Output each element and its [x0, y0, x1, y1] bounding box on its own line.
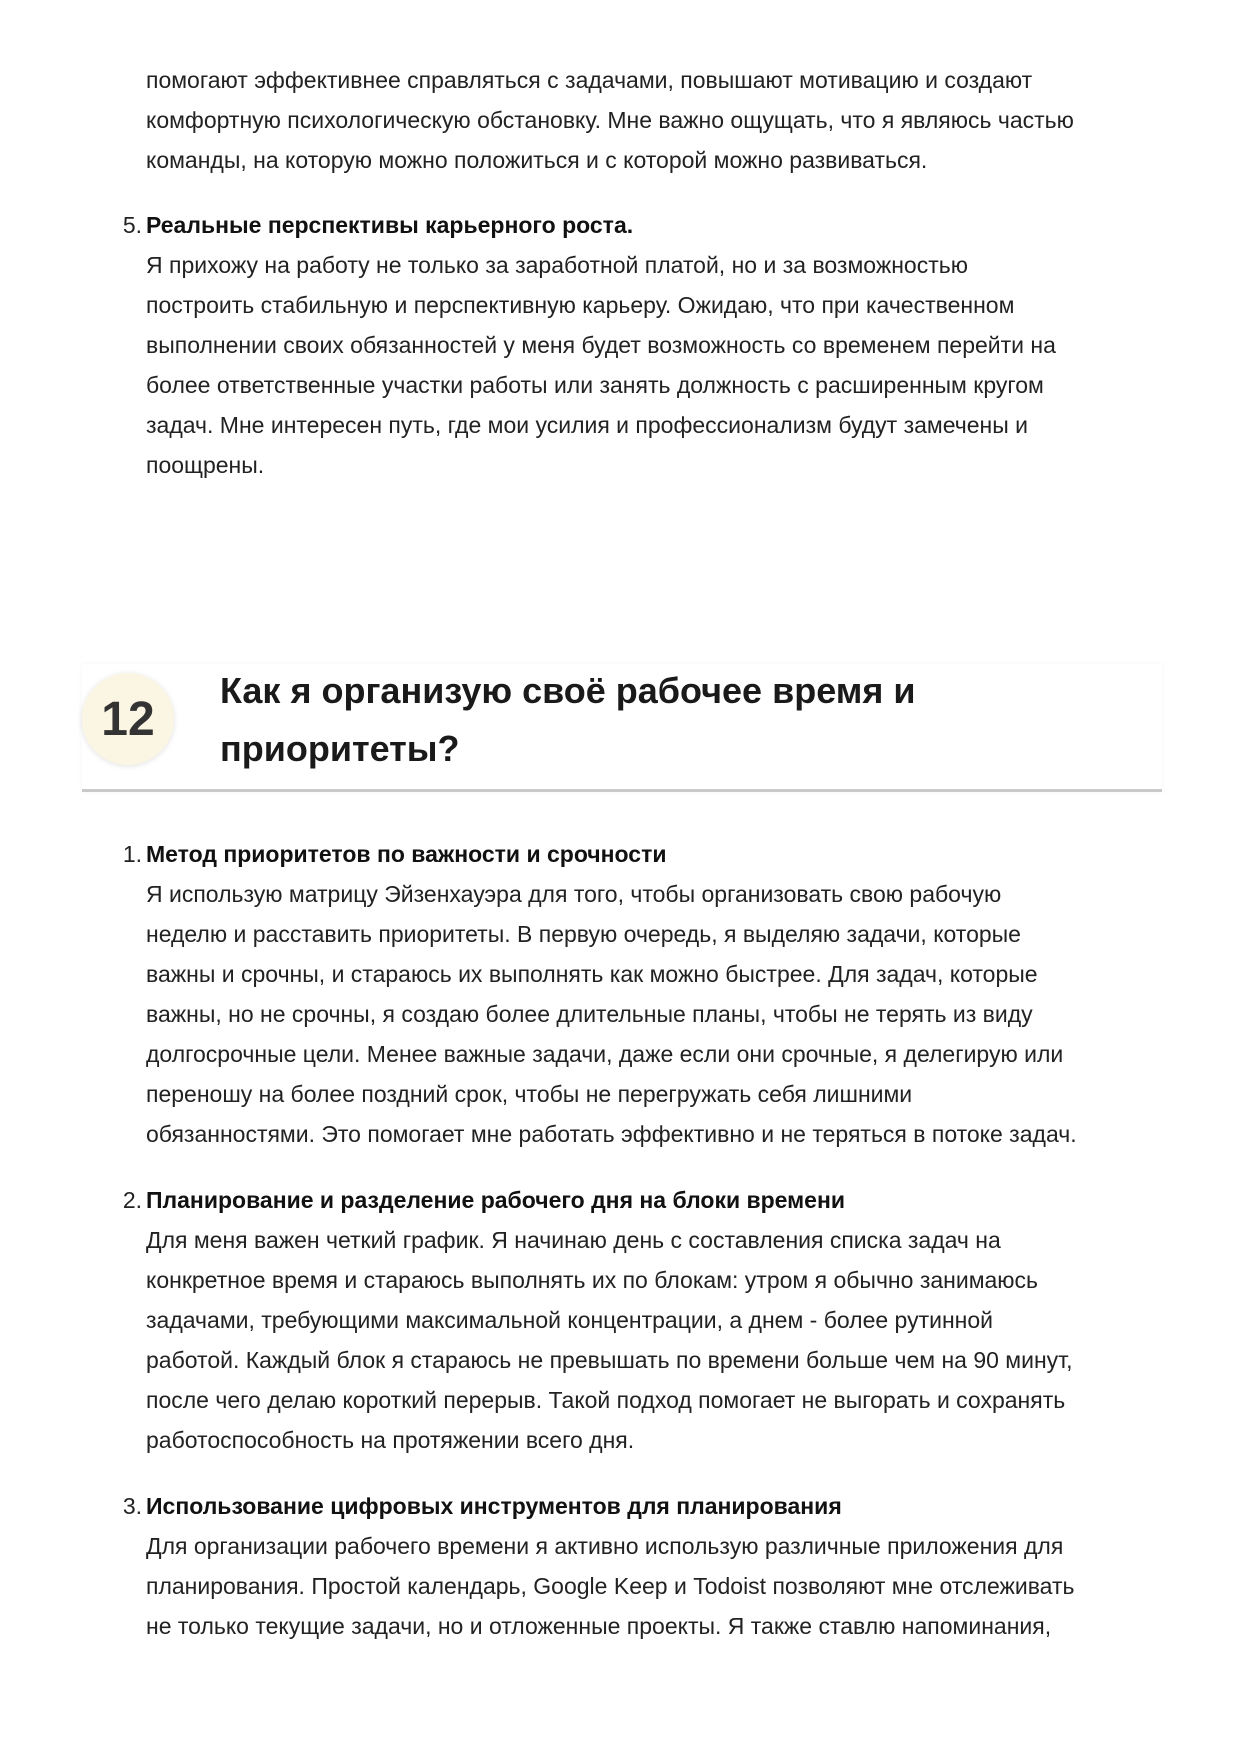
section-title-line: приоритеты? — [220, 728, 460, 769]
paragraph-line: работой. Каждый блок я стараюсь не превышать по времени больше чем на 90 минут, — [146, 1347, 1073, 1373]
list-item-1 — [122, 834, 1166, 1154]
paragraph-line: не только текущие задачи, но и отложенные проекты. Я также ставлю напоминания, — [146, 1613, 1052, 1639]
paragraph-line: конкретное время и стараюсь выполнять их по блокам: утром я обычно занимаюсь — [146, 1267, 1039, 1293]
paragraph-line: обязанностями. Это помогает мне работать эффективно и не теряться в потоке задач. — [146, 1121, 1077, 1147]
paragraph-line: важны, но не срочны, я создаю более длительные планы, чтобы не терять из виду — [146, 1001, 1033, 1027]
list-item-5 — [122, 205, 1166, 485]
section-title — [220, 662, 1120, 778]
list-item-title: Использование цифровых инструментов для планирования — [146, 1493, 842, 1519]
paragraph-line: выполнении своих обязанностей у меня будет возможность со временем перейти на — [146, 332, 1056, 358]
paragraph-line: Я использую матрицу Эйзенхауэра для того, чтобы организовать свою рабочую — [146, 881, 1002, 907]
list-number: 5. — [122, 212, 142, 238]
list-item-title: Реальные перспективы карьерного роста. — [146, 212, 634, 238]
paragraph-line: более ответственные участки работы или занять должность с расширенным кругом — [146, 372, 1044, 398]
paragraph-line: задачами, требующими максимальной концентрации, а днем - более рутинной — [146, 1307, 994, 1333]
paragraph-line: после чего делаю короткий перерыв. Такой подход помогает не выгорать и сохранять — [146, 1387, 1066, 1413]
paragraph-line: работоспособность на протяжении всего дня. — [146, 1427, 635, 1453]
paragraph-line: долгосрочные цели. Менее важные задачи, даже если они срочные, я делегирую или — [146, 1041, 1064, 1067]
paragraph-line: Для меня важен четкий график. Я начинаю день с составления списка задач на — [146, 1227, 1001, 1253]
paragraph-line: Для организации рабочего времени я активно использую различные приложения для — [146, 1533, 1064, 1559]
list-number: 2. — [122, 1187, 142, 1213]
list-item-3 — [122, 1486, 1166, 1646]
paragraph-line: планирования. Простой календарь, Google Keep и Todoist позволяют мне отслеживать — [146, 1573, 1075, 1599]
paragraph-line: Я прихожу на работу не только за заработной платой, но и за возможностью — [146, 252, 968, 278]
paragraph-line: построить стабильную и перспективную карьеру. Ожидаю, что при качественном — [146, 292, 1015, 318]
list-item-title: Планирование и разделение рабочего дня на блоки времени — [146, 1187, 845, 1213]
section-divider — [82, 789, 1162, 792]
paragraph-line: команды, на которую можно положиться и с которой можно развиваться. — [146, 147, 928, 173]
paragraph-line: важны и срочны, и стараюсь их выполнять как можно быстрее. Для задач, которые — [146, 961, 1038, 987]
paragraph-line: переношу на более поздний срок, чтобы не перегружать себя лишними — [146, 1081, 913, 1107]
list-item-title: Метод приоритетов по важности и срочности — [146, 841, 667, 867]
section-number-badge: 12 — [82, 673, 174, 765]
paragraph-line: поощрены. — [146, 452, 265, 478]
list-number: 1. — [122, 841, 142, 867]
paragraph-line: комфортную психологическую обстановку. Мне важно ощущать, что я являюсь частью — [146, 107, 1074, 133]
paragraph-line: неделю и расставить приоритеты. В первую очередь, я выделяю задачи, которые — [146, 921, 1021, 947]
section-title-line: Как я организую своё рабочее время и — [220, 670, 916, 711]
list-number: 3. — [122, 1493, 142, 1519]
intro-paragraph — [146, 60, 1166, 180]
paragraph-line: задач. Мне интересен путь, где мои усилия и профессионализм будут замечены и — [146, 412, 1028, 438]
list-item-2 — [122, 1180, 1166, 1460]
paragraph-line: помогают эффективнее справляться с задачами, повышают мотивацию и создают — [146, 67, 1033, 93]
